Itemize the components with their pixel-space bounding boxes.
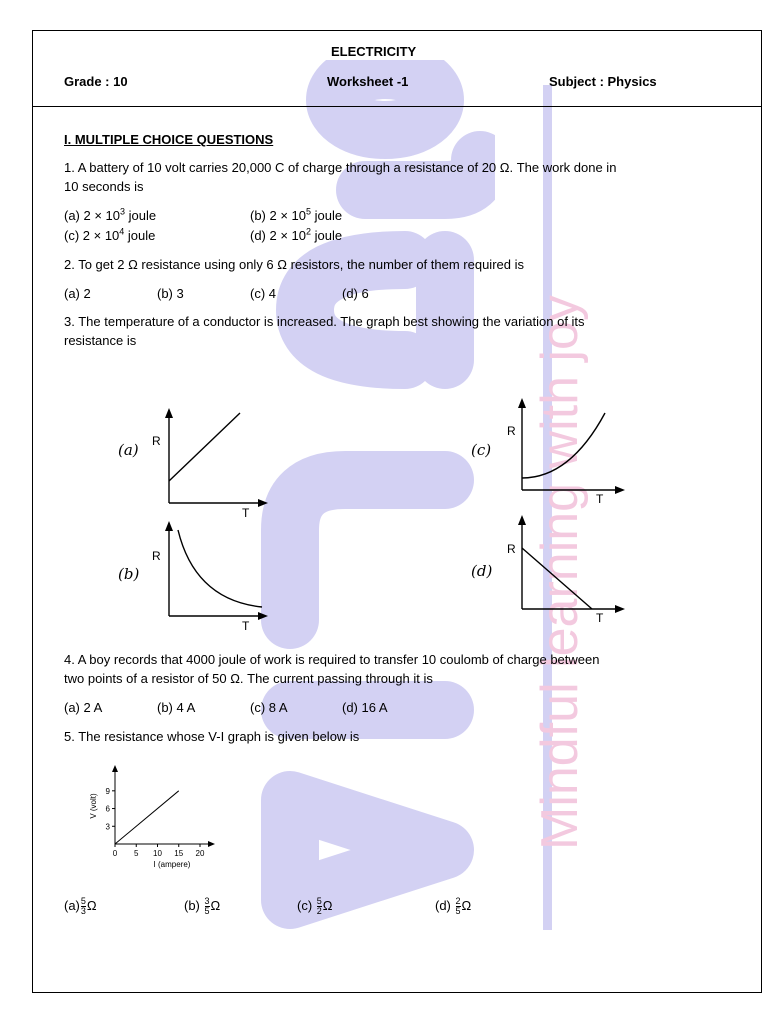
question-3-cont: resistance is — [64, 333, 137, 348]
question-1: 1. A battery of 10 volt carries 20,000 C of charge through a resistance of 20 Ω. The work done in — [64, 160, 617, 175]
q1-option-c[interactable]: (c) $2 \times 10^4$ joule — [64, 226, 156, 243]
graph-b-ylabel: R — [152, 549, 161, 563]
graph-c-curve — [522, 413, 605, 478]
graph-d-curve — [522, 548, 592, 609]
graph-c-ylabel: R — [507, 424, 516, 438]
q5-option-c[interactable]: (c) $\frac{5}{2}$ Ω — [297, 896, 333, 916]
question-5: 5. The resistance whose V-I graph is given below is — [64, 729, 360, 744]
graph-d-label[interactable]: (d) — [471, 562, 493, 580]
q5-option-b[interactable]: (b) $\frac{3}{5}$ Ω — [184, 896, 221, 916]
section-title: I. MULTIPLE CHOICE QUESTIONS — [64, 132, 274, 147]
graph-c-label[interactable]: (c) — [471, 441, 492, 459]
graph-b-label[interactable]: (b) — [118, 565, 140, 583]
grade-label: Grade : 10 — [64, 74, 128, 89]
q4-option-a[interactable]: (a) 2 A — [64, 700, 103, 715]
vi-x-tick-label: 20 — [195, 849, 205, 858]
vi-x-tick-label: 5 — [134, 849, 139, 858]
vi-x-tick-label: 10 — [153, 849, 162, 858]
vi-x-tick-label: 15 — [174, 849, 184, 858]
question-1-cont: 10 seconds is — [64, 179, 144, 194]
q1-option-d[interactable]: (d) $2 \times 10^2$ joule — [250, 226, 343, 243]
graph-d-ylabel: R — [507, 542, 516, 556]
graph-a-xlabel: T — [242, 506, 250, 520]
vi-ylabel: V (volt) — [89, 793, 98, 819]
question-2: 2. To get 2 Ω resistance using only 6 Ω resistors, the number of them required is — [64, 257, 524, 272]
q2-option-c[interactable]: (c) 4 — [250, 286, 276, 301]
question-3: 3. The temperature of a conductor is increased. The graph best showing the variation of its — [64, 314, 585, 329]
q2-option-a[interactable]: (a) 2 — [64, 286, 91, 301]
vi-x-tick-label: 0 — [112, 849, 118, 858]
worksheet-title: ELECTRICITY — [331, 44, 417, 59]
q5-option-a[interactable]: (a) $\frac{5}{3}$ Ω — [64, 896, 97, 916]
header-divider — [32, 106, 762, 107]
graph-b-xlabel: T — [242, 619, 250, 633]
q4-option-d[interactable]: (d) 16 A — [342, 700, 388, 715]
graph-b[interactable] — [140, 520, 270, 635]
graph-c-xlabel: T — [596, 492, 604, 506]
q5-option-d[interactable]: (d) $\frac{2}{5}$ Ω — [435, 896, 472, 916]
graph-d[interactable] — [500, 512, 630, 627]
vi-series-line — [115, 791, 179, 844]
graph-d-xlabel: T — [596, 611, 604, 625]
question-4: 4. A boy records that 4000 joule of work is required to transfer 10 coulomb of charge between — [64, 652, 600, 667]
q2-option-d[interactable]: (d) 6 — [342, 286, 369, 301]
q4-option-c[interactable]: (c) 8 A — [250, 700, 288, 715]
q2-option-b[interactable]: (b) 3 — [157, 286, 184, 301]
q4-option-b[interactable]: (b) 4 A — [157, 700, 196, 715]
worksheet-number: Worksheet -1 — [327, 74, 409, 89]
question-4-cont: two points of a resistor of 50 Ω. The current passing through it is — [64, 671, 433, 686]
vi-xlabel: I (ampere) — [153, 860, 191, 869]
vi-y-tick-label: 9 — [105, 786, 110, 796]
graph-a[interactable] — [140, 405, 270, 520]
vi-y-tick-label: 6 — [105, 804, 110, 814]
graph-b-curve — [178, 530, 262, 607]
graph-a-label[interactable]: (a) — [118, 441, 139, 459]
graph-a-ylabel: R — [152, 434, 161, 448]
graph-c[interactable] — [500, 395, 630, 510]
vi-graph — [84, 762, 224, 874]
q1-option-a[interactable]: (a) $2 \times 10^3$ joule — [64, 206, 157, 223]
graph-a-curve — [169, 413, 240, 481]
q1-option-b[interactable]: (b) $2 \times 10^5$ joule — [250, 206, 343, 223]
vi-y-tick-label: 3 — [105, 822, 110, 832]
subject-label: Subject : Physics — [549, 74, 657, 89]
